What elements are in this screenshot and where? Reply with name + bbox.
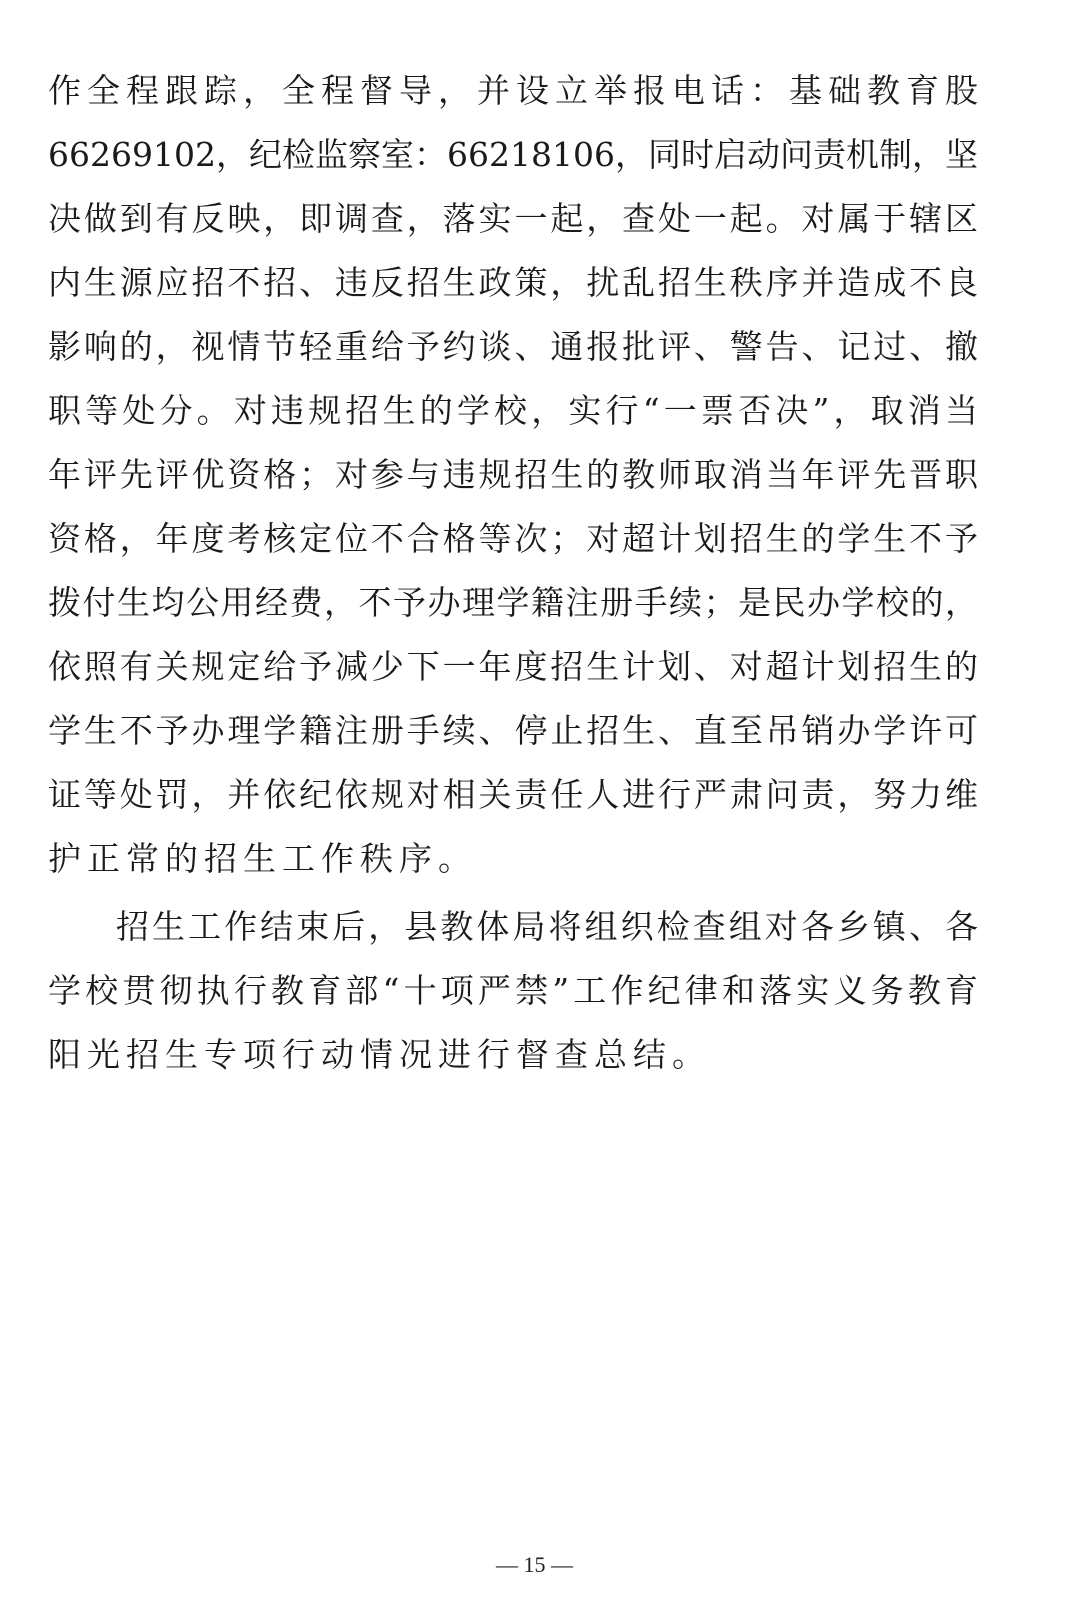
text-line: 护正常的招生工作秩序。 (48, 839, 477, 878)
text-line: 决做到有反映，即调查，落实一起，查处一起。对属于辖区 (48, 199, 978, 238)
text-line: 学生不予办理学籍注册手续、停止招生、直至吊销办学许可 (48, 711, 978, 750)
text-line: 证等处罚，并依纪依规对相关责任人进行严肃问责，努力维 (48, 775, 978, 814)
text-line: 学校贯彻执行教育部“十项严禁”工作纪律和落实义务教育 (48, 971, 978, 1010)
body-text (48, 66, 978, 1094)
page-number: — 15 — (496, 1552, 573, 1577)
text-line: 依照有关规定给予减少下一年度招生计划、对超计划招生的 (48, 647, 978, 686)
paragraph-1 (48, 66, 978, 898)
text-line: 内生源应招不招、违反招生政策，扰乱招生秩序并造成不良 (48, 263, 978, 302)
text-line: 影响的，视情节轻重给予约谈、通报批评、警告、记过、撤 (48, 327, 978, 366)
text-line: 招生工作结束后，县教体局将组织检查组对各乡镇、各 (116, 907, 978, 946)
text-line: 年评先评优资格；对参与违规招生的教师取消当年评先晋职 (48, 455, 978, 494)
text-line: 66269102，纪检监察室：66218106，同时启动问责机制，坚 (48, 135, 978, 174)
text-line: 拨付生均公用经费，不予办理学籍注册手续；是民办学校的， (48, 583, 978, 622)
text-line: 职等处分。对违规招生的学校，实行“一票否决”，取消当 (48, 391, 978, 430)
text-line: 资格，年度考核定位不合格等次；对超计划招生的学生不予 (48, 519, 978, 558)
text-line: 作全程跟踪，全程督导，并设立举报电话：基础教育股 (48, 71, 978, 110)
paragraph-2 (48, 902, 978, 1094)
text-line: 阳光招生专项行动情况进行督查总结。 (48, 1035, 711, 1074)
